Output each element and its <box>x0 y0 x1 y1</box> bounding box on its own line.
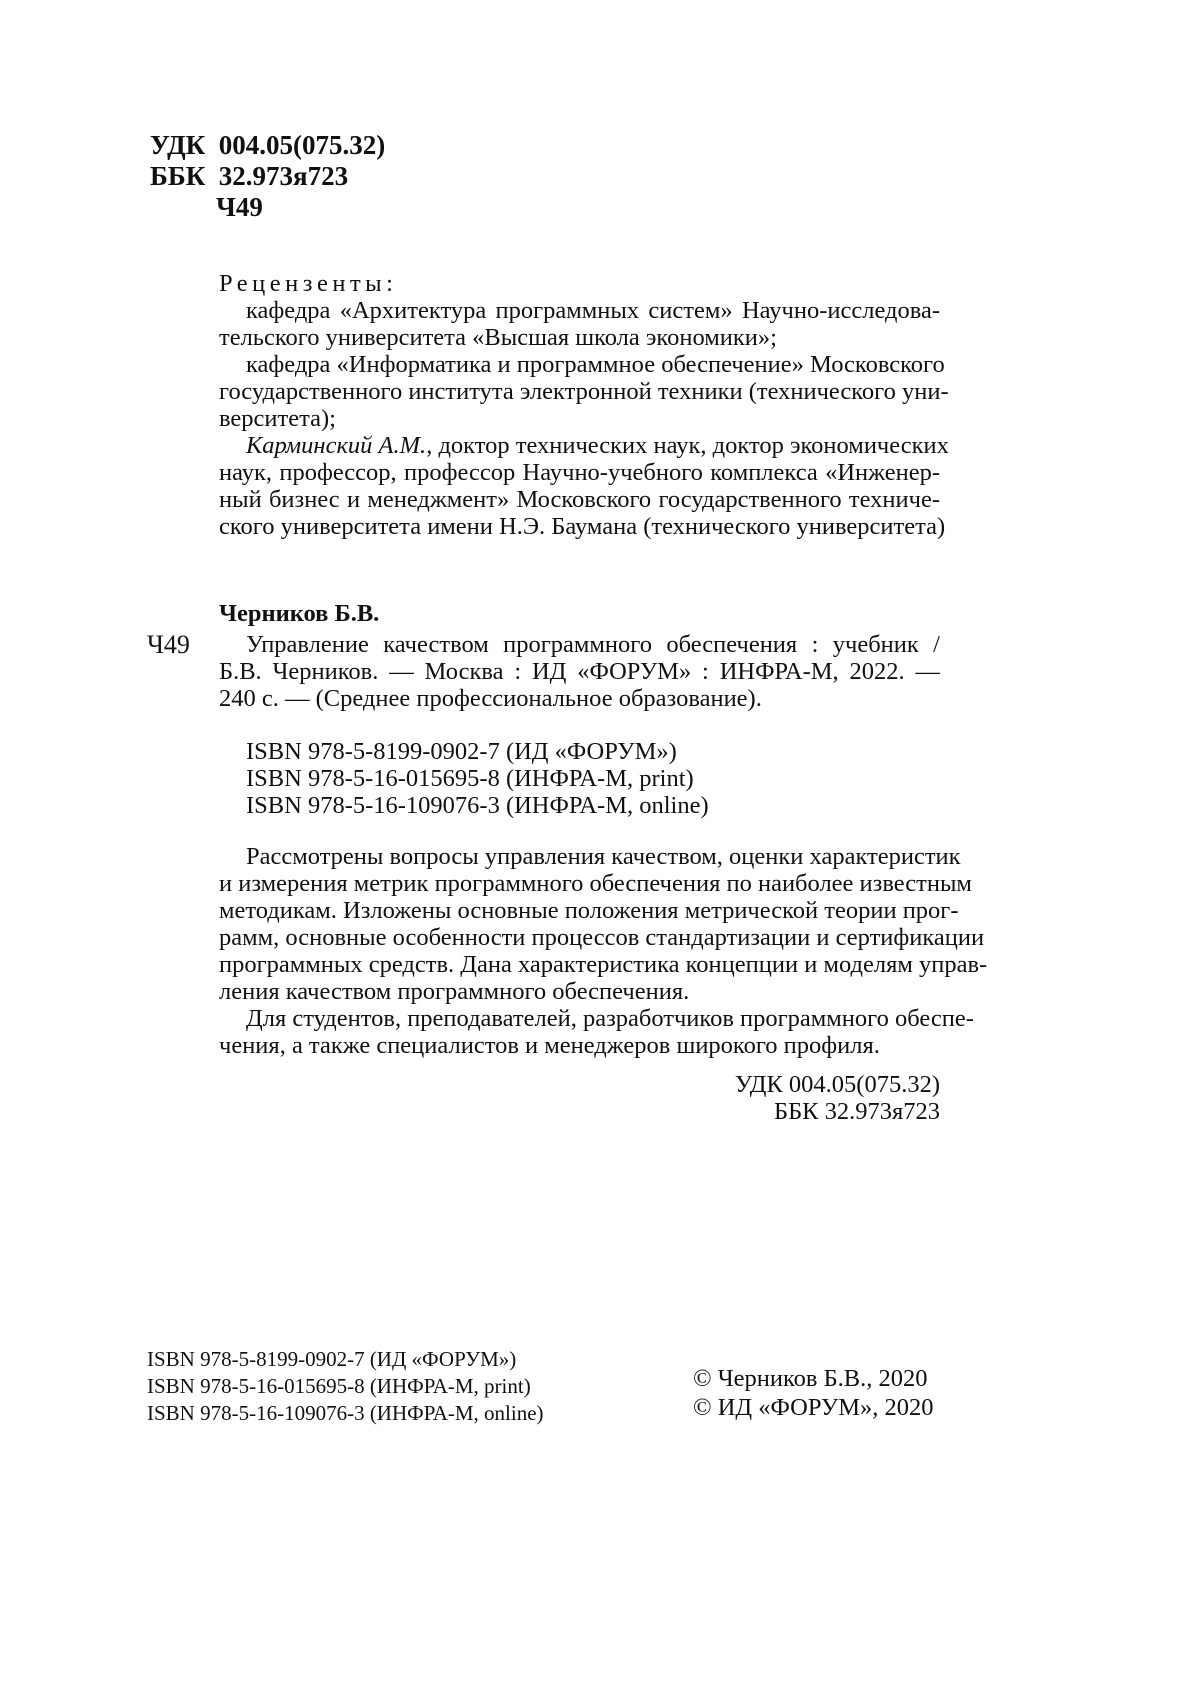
reviewer-line: кафедра «Архитектура программных систем» Научно-исследова- <box>246 297 940 324</box>
reviewer-credentials: , доктор технических наук, доктор экономических <box>426 432 949 459</box>
catalog-line: Управление качеством программного обеспечения : учебник / <box>246 631 940 658</box>
footer-isbn: ISBN 978-5-8199-0902-7 (ИД «ФОРУМ») <box>147 1347 517 1371</box>
catalog-author: Черников Б.В. <box>219 600 380 627</box>
abstract-udk: УДК 004.05(075.32) <box>734 1071 940 1098</box>
reviewer-line: ского университета имени Н.Э. Баумана (технического университета) <box>219 513 946 540</box>
abstract-line: и измерения метрик программного обеспечения по наиболее известным <box>219 870 972 897</box>
reviewer-line: ный бизнес и менеджмент» Московского государственного техниче- <box>219 486 940 513</box>
abstract-line: ления качеством программного обеспечения. <box>219 978 690 1005</box>
catalog-isbn: ISBN 978-5-16-015695-8 (ИНФРА-М, print) <box>246 765 694 792</box>
copyright-line: © Черников Б.В., 2020 <box>693 1365 928 1392</box>
author-sign-header: Ч49 <box>216 192 263 222</box>
footer-isbn: ISBN 978-5-16-015695-8 (ИНФРА-М, print) <box>147 1374 531 1398</box>
abstract-line: методикам. Изложены основные положения метрической теории прог- <box>219 897 959 924</box>
reviewer-line: наук, профессор, профессор Научно-учебного комплекса «Инженер- <box>219 459 940 486</box>
reviewer-name: Карминский А.М. <box>246 432 427 459</box>
abstract-line: Рассмотрены вопросы управления качеством, оценки характеристик <box>246 843 961 870</box>
abstract-line: рамм, основные особенности процессов стандартизации и сертификации <box>219 924 985 951</box>
reviewer-line: государственного института электронной техники (технического уни- <box>219 378 949 405</box>
udk-label: УДК <box>150 130 206 160</box>
bbk-header <box>150 161 348 191</box>
abstract-line: чения, а также специалистов и менеджеров широкого профиля. <box>219 1032 880 1059</box>
catalog-isbn: ISBN 978-5-8199-0902-7 (ИД «ФОРУМ») <box>246 738 677 765</box>
catalog-sign: Ч49 <box>147 630 190 659</box>
reviewer-line: тельского университета «Высшая школа экономики»; <box>219 324 777 351</box>
abstract-line: программных средств. Дана характеристика концепции и моделям управ- <box>219 951 988 978</box>
catalog-isbn: ISBN 978-5-16-109076-3 (ИНФРА-М, online) <box>246 792 709 819</box>
abstract-bbk: ББК 32.973я723 <box>774 1098 940 1125</box>
reviewer-line: кафедра «Информатика и программное обеспечение» Московского <box>246 351 945 378</box>
copyright-line: © ИД «ФОРУМ», 2020 <box>693 1394 934 1421</box>
catalog-line: Б.В. Черников. — Москва : ИД «ФОРУМ» : ИНФРА-М, 2022. — <box>219 658 940 685</box>
footer-isbn: ISBN 978-5-16-109076-3 (ИНФРА-М, online) <box>147 1401 544 1425</box>
udk-value: 004.05(075.32) <box>218 130 386 160</box>
bbk-value: 32.973я723 <box>218 161 349 191</box>
abstract-line: Для студентов, преподавателей, разработчиков программного обеспе- <box>246 1005 974 1032</box>
reviewer-line <box>246 432 949 459</box>
reviewer-line: верситета); <box>219 405 336 432</box>
udk-header <box>150 130 385 160</box>
reviewers-title: Рецензенты: <box>219 270 398 297</box>
catalog-line: 240 с. — (Среднее профессиональное образование). <box>219 685 762 712</box>
bbk-label: ББК <box>150 161 206 191</box>
